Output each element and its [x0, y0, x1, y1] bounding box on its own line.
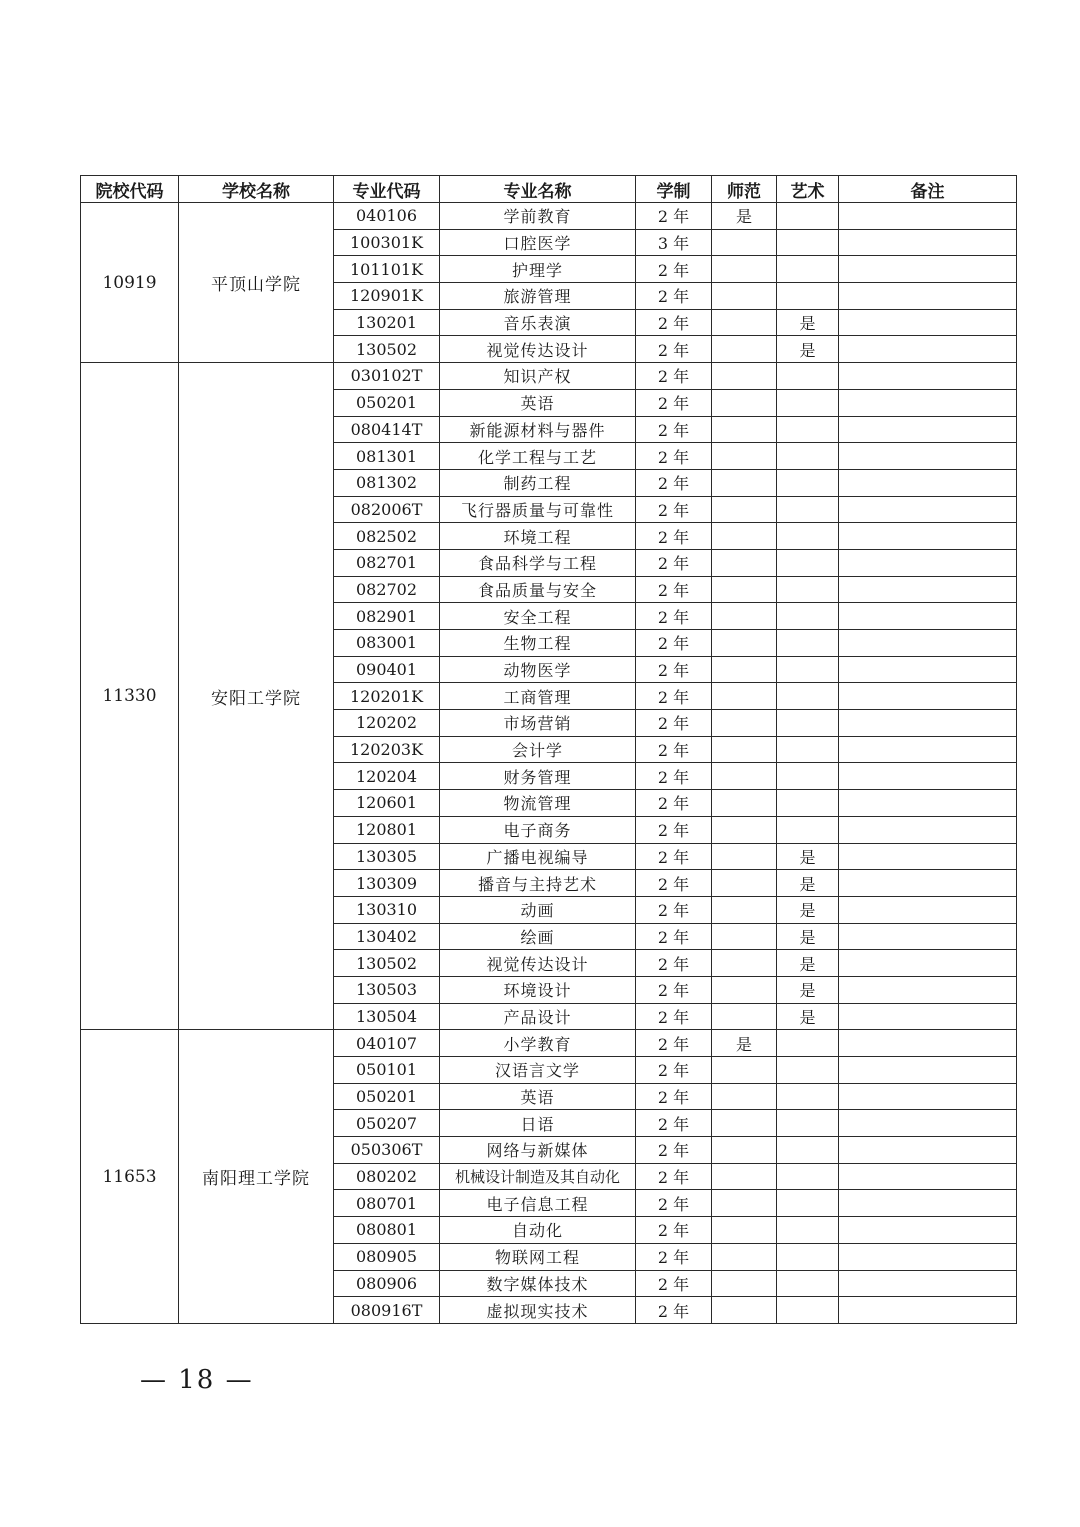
art-cell [777, 683, 839, 710]
duration-cell: 2 年 [636, 976, 712, 1003]
note-cell [839, 683, 1017, 710]
major-name-cell: 制药工程 [440, 469, 636, 496]
teacher-training-cell [712, 763, 777, 790]
teacher-training-cell [712, 389, 777, 416]
note-cell [839, 1137, 1017, 1164]
duration-cell: 2 年 [636, 309, 712, 336]
header-duration: 学制 [636, 176, 712, 203]
teacher-training-cell [712, 256, 777, 283]
major-code-cell: 080906 [334, 1270, 440, 1297]
teacher-training-cell [712, 843, 777, 870]
art-cell [777, 1190, 839, 1217]
header-school-name: 学校名称 [179, 176, 334, 203]
art-cell [777, 1217, 839, 1244]
note-cell [839, 1003, 1017, 1030]
art-cell: 是 [777, 309, 839, 336]
note-cell [839, 549, 1017, 576]
major-code-cell: 080801 [334, 1217, 440, 1244]
duration-cell: 2 年 [636, 389, 712, 416]
art-cell [777, 1083, 839, 1110]
major-name-cell: 学前教育 [440, 203, 636, 230]
duration-cell: 3 年 [636, 229, 712, 256]
major-code-cell: 080701 [334, 1190, 440, 1217]
major-code-cell: 090401 [334, 656, 440, 683]
duration-cell: 2 年 [636, 870, 712, 897]
major-code-cell: 120203K [334, 736, 440, 763]
major-name-cell: 播音与主持艺术 [440, 870, 636, 897]
major-code-cell: 130305 [334, 843, 440, 870]
major-code-cell: 081301 [334, 443, 440, 470]
header-note: 备注 [839, 176, 1017, 203]
major-code-cell: 050306T [334, 1137, 440, 1164]
teacher-training-cell [712, 950, 777, 977]
major-name-cell: 英语 [440, 389, 636, 416]
major-name-cell: 视觉传达设计 [440, 336, 636, 363]
major-name-cell: 电子商务 [440, 816, 636, 843]
major-code-cell: 081302 [334, 469, 440, 496]
note-cell [839, 1297, 1017, 1324]
art-cell [777, 1137, 839, 1164]
duration-cell: 2 年 [636, 843, 712, 870]
art-cell [777, 523, 839, 550]
major-name-cell: 动物医学 [440, 656, 636, 683]
major-name-cell: 视觉传达设计 [440, 950, 636, 977]
major-code-cell: 080414T [334, 416, 440, 443]
note-cell [839, 896, 1017, 923]
art-cell [777, 1163, 839, 1190]
art-cell [777, 576, 839, 603]
teacher-training-cell [712, 870, 777, 897]
art-cell [777, 229, 839, 256]
note-cell [839, 389, 1017, 416]
art-cell: 是 [777, 843, 839, 870]
art-cell [777, 790, 839, 817]
major-name-cell: 物流管理 [440, 790, 636, 817]
major-name-cell: 护理学 [440, 256, 636, 283]
note-cell [839, 363, 1017, 390]
duration-cell: 2 年 [636, 1243, 712, 1270]
art-cell: 是 [777, 896, 839, 923]
duration-cell: 2 年 [636, 576, 712, 603]
note-cell [839, 710, 1017, 737]
teacher-training-cell [712, 790, 777, 817]
school-name-cell: 南阳理工学院 [179, 1030, 334, 1324]
duration-cell: 2 年 [636, 683, 712, 710]
note-cell [839, 1057, 1017, 1084]
note-cell [839, 763, 1017, 790]
major-name-cell: 数字媒体技术 [440, 1270, 636, 1297]
teacher-training-cell [712, 283, 777, 310]
major-name-cell: 物联网工程 [440, 1243, 636, 1270]
major-code-cell: 082701 [334, 549, 440, 576]
art-cell [777, 496, 839, 523]
table-row [81, 1030, 1017, 1057]
art-cell [777, 469, 839, 496]
major-code-cell: 100301K [334, 229, 440, 256]
art-cell [777, 710, 839, 737]
note-cell [839, 1190, 1017, 1217]
teacher-training-cell [712, 1083, 777, 1110]
duration-cell: 2 年 [636, 336, 712, 363]
major-name-cell: 旅游管理 [440, 283, 636, 310]
art-cell [777, 203, 839, 230]
duration-cell: 2 年 [636, 203, 712, 230]
header-major-name: 专业名称 [440, 176, 636, 203]
art-cell [777, 1270, 839, 1297]
note-cell [839, 923, 1017, 950]
note-cell [839, 336, 1017, 363]
header-teacher-training: 师范 [712, 176, 777, 203]
duration-cell: 2 年 [636, 923, 712, 950]
note-cell [839, 469, 1017, 496]
major-name-cell: 日语 [440, 1110, 636, 1137]
note-cell [839, 976, 1017, 1003]
duration-cell: 2 年 [636, 1297, 712, 1324]
art-cell: 是 [777, 336, 839, 363]
note-cell [839, 1163, 1017, 1190]
art-cell [777, 1030, 839, 1057]
teacher-training-cell [712, 736, 777, 763]
teacher-training-cell [712, 710, 777, 737]
note-cell [839, 1217, 1017, 1244]
major-name-cell: 财务管理 [440, 763, 636, 790]
art-cell [777, 763, 839, 790]
duration-cell: 2 年 [636, 496, 712, 523]
major-code-cell: 050201 [334, 1083, 440, 1110]
teacher-training-cell [712, 1243, 777, 1270]
teacher-training-cell [712, 603, 777, 630]
note-cell [839, 416, 1017, 443]
table-row [81, 363, 1017, 390]
major-name-cell: 自动化 [440, 1217, 636, 1244]
art-cell: 是 [777, 923, 839, 950]
note-cell [839, 870, 1017, 897]
art-cell: 是 [777, 976, 839, 1003]
teacher-training-cell [712, 1110, 777, 1137]
note-cell [839, 1030, 1017, 1057]
school-code-cell: 11653 [81, 1030, 179, 1324]
major-code-cell: 130402 [334, 923, 440, 950]
duration-cell: 2 年 [636, 416, 712, 443]
teacher-training-cell [712, 1190, 777, 1217]
major-code-cell: 120201K [334, 683, 440, 710]
art-cell [777, 816, 839, 843]
header-major-code: 专业代码 [334, 176, 440, 203]
major-name-cell: 动画 [440, 896, 636, 923]
duration-cell: 2 年 [636, 896, 712, 923]
duration-cell: 2 年 [636, 630, 712, 657]
teacher-training-cell [712, 523, 777, 550]
teacher-training-cell [712, 309, 777, 336]
teacher-training-cell [712, 683, 777, 710]
duration-cell: 2 年 [636, 1057, 712, 1084]
note-cell [839, 950, 1017, 977]
teacher-training-cell [712, 496, 777, 523]
art-cell [777, 443, 839, 470]
note-cell [839, 603, 1017, 630]
duration-cell: 2 年 [636, 656, 712, 683]
major-name-cell: 机械设计制造及其自动化 [440, 1163, 636, 1190]
teacher-training-cell [712, 549, 777, 576]
duration-cell: 2 年 [636, 736, 712, 763]
art-cell [777, 630, 839, 657]
teacher-training-cell [712, 1137, 777, 1164]
duration-cell: 2 年 [636, 710, 712, 737]
teacher-training-cell: 是 [712, 1030, 777, 1057]
art-cell [777, 603, 839, 630]
teacher-training-cell [712, 469, 777, 496]
art-cell: 是 [777, 870, 839, 897]
note-cell [839, 816, 1017, 843]
majors-table [80, 175, 1017, 1324]
art-cell [777, 549, 839, 576]
major-name-cell: 工商管理 [440, 683, 636, 710]
major-name-cell: 广播电视编导 [440, 843, 636, 870]
table-body [81, 203, 1017, 1324]
note-cell [839, 229, 1017, 256]
art-cell [777, 416, 839, 443]
school-code-cell: 10919 [81, 203, 179, 363]
major-code-cell: 080916T [334, 1297, 440, 1324]
header-school-code: 院校代码 [81, 176, 179, 203]
major-code-cell: 130503 [334, 976, 440, 1003]
note-cell [839, 790, 1017, 817]
duration-cell: 2 年 [636, 1217, 712, 1244]
duration-cell: 2 年 [636, 950, 712, 977]
duration-cell: 2 年 [636, 1110, 712, 1137]
teacher-training-cell [712, 576, 777, 603]
school-name-cell: 安阳工学院 [179, 363, 334, 1030]
major-code-cell: 130502 [334, 336, 440, 363]
major-name-cell: 音乐表演 [440, 309, 636, 336]
school-code-cell: 11330 [81, 363, 179, 1030]
note-cell [839, 523, 1017, 550]
major-name-cell: 口腔医学 [440, 229, 636, 256]
note-cell [839, 630, 1017, 657]
page-number: — 18 — [140, 1365, 254, 1395]
major-name-cell: 生物工程 [440, 630, 636, 657]
major-name-cell: 会计学 [440, 736, 636, 763]
major-code-cell: 120901K [334, 283, 440, 310]
duration-cell: 2 年 [636, 1003, 712, 1030]
duration-cell: 2 年 [636, 603, 712, 630]
major-code-cell: 130502 [334, 950, 440, 977]
major-code-cell: 082006T [334, 496, 440, 523]
major-code-cell: 080905 [334, 1243, 440, 1270]
note-cell [839, 1270, 1017, 1297]
major-code-cell: 040107 [334, 1030, 440, 1057]
duration-cell: 2 年 [636, 1030, 712, 1057]
major-name-cell: 环境工程 [440, 523, 636, 550]
teacher-training-cell: 是 [712, 203, 777, 230]
duration-cell: 2 年 [636, 523, 712, 550]
major-name-cell: 食品科学与工程 [440, 549, 636, 576]
major-name-cell: 安全工程 [440, 603, 636, 630]
duration-cell: 2 年 [636, 443, 712, 470]
teacher-training-cell [712, 976, 777, 1003]
teacher-training-cell [712, 816, 777, 843]
major-code-cell: 040106 [334, 203, 440, 230]
art-cell [777, 1243, 839, 1270]
duration-cell: 2 年 [636, 256, 712, 283]
major-code-cell: 130309 [334, 870, 440, 897]
note-cell [839, 283, 1017, 310]
teacher-training-cell [712, 229, 777, 256]
major-code-cell: 120801 [334, 816, 440, 843]
note-cell [839, 1110, 1017, 1137]
school-name-cell: 平顶山学院 [179, 203, 334, 363]
art-cell [777, 1057, 839, 1084]
major-name-cell: 化学工程与工艺 [440, 443, 636, 470]
duration-cell: 2 年 [636, 1270, 712, 1297]
teacher-training-cell [712, 336, 777, 363]
teacher-training-cell [712, 416, 777, 443]
major-code-cell: 130310 [334, 896, 440, 923]
major-name-cell: 绘画 [440, 923, 636, 950]
major-code-cell: 120601 [334, 790, 440, 817]
major-name-cell: 知识产权 [440, 363, 636, 390]
teacher-training-cell [712, 1163, 777, 1190]
duration-cell: 2 年 [636, 363, 712, 390]
note-cell [839, 256, 1017, 283]
note-cell [839, 203, 1017, 230]
duration-cell: 2 年 [636, 469, 712, 496]
major-name-cell: 市场营销 [440, 710, 636, 737]
duration-cell: 2 年 [636, 1190, 712, 1217]
teacher-training-cell [712, 1297, 777, 1324]
major-code-cell: 130504 [334, 1003, 440, 1030]
major-code-cell: 050207 [334, 1110, 440, 1137]
art-cell [777, 256, 839, 283]
duration-cell: 2 年 [636, 283, 712, 310]
note-cell [839, 1243, 1017, 1270]
duration-cell: 2 年 [636, 816, 712, 843]
major-code-cell: 082702 [334, 576, 440, 603]
art-cell [777, 1110, 839, 1137]
major-name-cell: 电子信息工程 [440, 1190, 636, 1217]
note-cell [839, 443, 1017, 470]
major-name-cell: 网络与新媒体 [440, 1137, 636, 1164]
major-code-cell: 082901 [334, 603, 440, 630]
major-name-cell: 英语 [440, 1083, 636, 1110]
art-cell [777, 363, 839, 390]
duration-cell: 2 年 [636, 1163, 712, 1190]
teacher-training-cell [712, 923, 777, 950]
art-cell: 是 [777, 950, 839, 977]
major-code-cell: 101101K [334, 256, 440, 283]
note-cell [839, 656, 1017, 683]
duration-cell: 2 年 [636, 549, 712, 576]
note-cell [839, 843, 1017, 870]
teacher-training-cell [712, 1003, 777, 1030]
note-cell [839, 496, 1017, 523]
teacher-training-cell [712, 656, 777, 683]
major-code-cell: 082502 [334, 523, 440, 550]
header-art: 艺术 [777, 176, 839, 203]
major-code-cell: 120204 [334, 763, 440, 790]
major-name-cell: 产品设计 [440, 1003, 636, 1030]
major-name-cell: 新能源材料与器件 [440, 416, 636, 443]
table-header-row [81, 176, 1017, 203]
teacher-training-cell [712, 363, 777, 390]
major-name-cell: 飞行器质量与可靠性 [440, 496, 636, 523]
art-cell [777, 1297, 839, 1324]
duration-cell: 2 年 [636, 790, 712, 817]
art-cell [777, 389, 839, 416]
major-code-cell: 050101 [334, 1057, 440, 1084]
duration-cell: 2 年 [636, 1137, 712, 1164]
major-name-cell: 小学教育 [440, 1030, 636, 1057]
art-cell [777, 656, 839, 683]
teacher-training-cell [712, 896, 777, 923]
teacher-training-cell [712, 443, 777, 470]
note-cell [839, 309, 1017, 336]
teacher-training-cell [712, 1217, 777, 1244]
note-cell [839, 1083, 1017, 1110]
major-code-cell: 080202 [334, 1163, 440, 1190]
major-code-cell: 050201 [334, 389, 440, 416]
major-code-cell: 030102T [334, 363, 440, 390]
duration-cell: 2 年 [636, 1083, 712, 1110]
major-code-cell: 130201 [334, 309, 440, 336]
teacher-training-cell [712, 1057, 777, 1084]
teacher-training-cell [712, 1270, 777, 1297]
major-name-cell: 食品质量与安全 [440, 576, 636, 603]
note-cell [839, 736, 1017, 763]
art-cell [777, 736, 839, 763]
duration-cell: 2 年 [636, 763, 712, 790]
art-cell [777, 283, 839, 310]
teacher-training-cell [712, 630, 777, 657]
major-code-cell: 083001 [334, 630, 440, 657]
major-name-cell: 环境设计 [440, 976, 636, 1003]
major-code-cell: 120202 [334, 710, 440, 737]
art-cell: 是 [777, 1003, 839, 1030]
major-name-cell: 虚拟现实技术 [440, 1297, 636, 1324]
major-name-cell: 汉语言文学 [440, 1057, 636, 1084]
table-row [81, 203, 1017, 230]
note-cell [839, 576, 1017, 603]
